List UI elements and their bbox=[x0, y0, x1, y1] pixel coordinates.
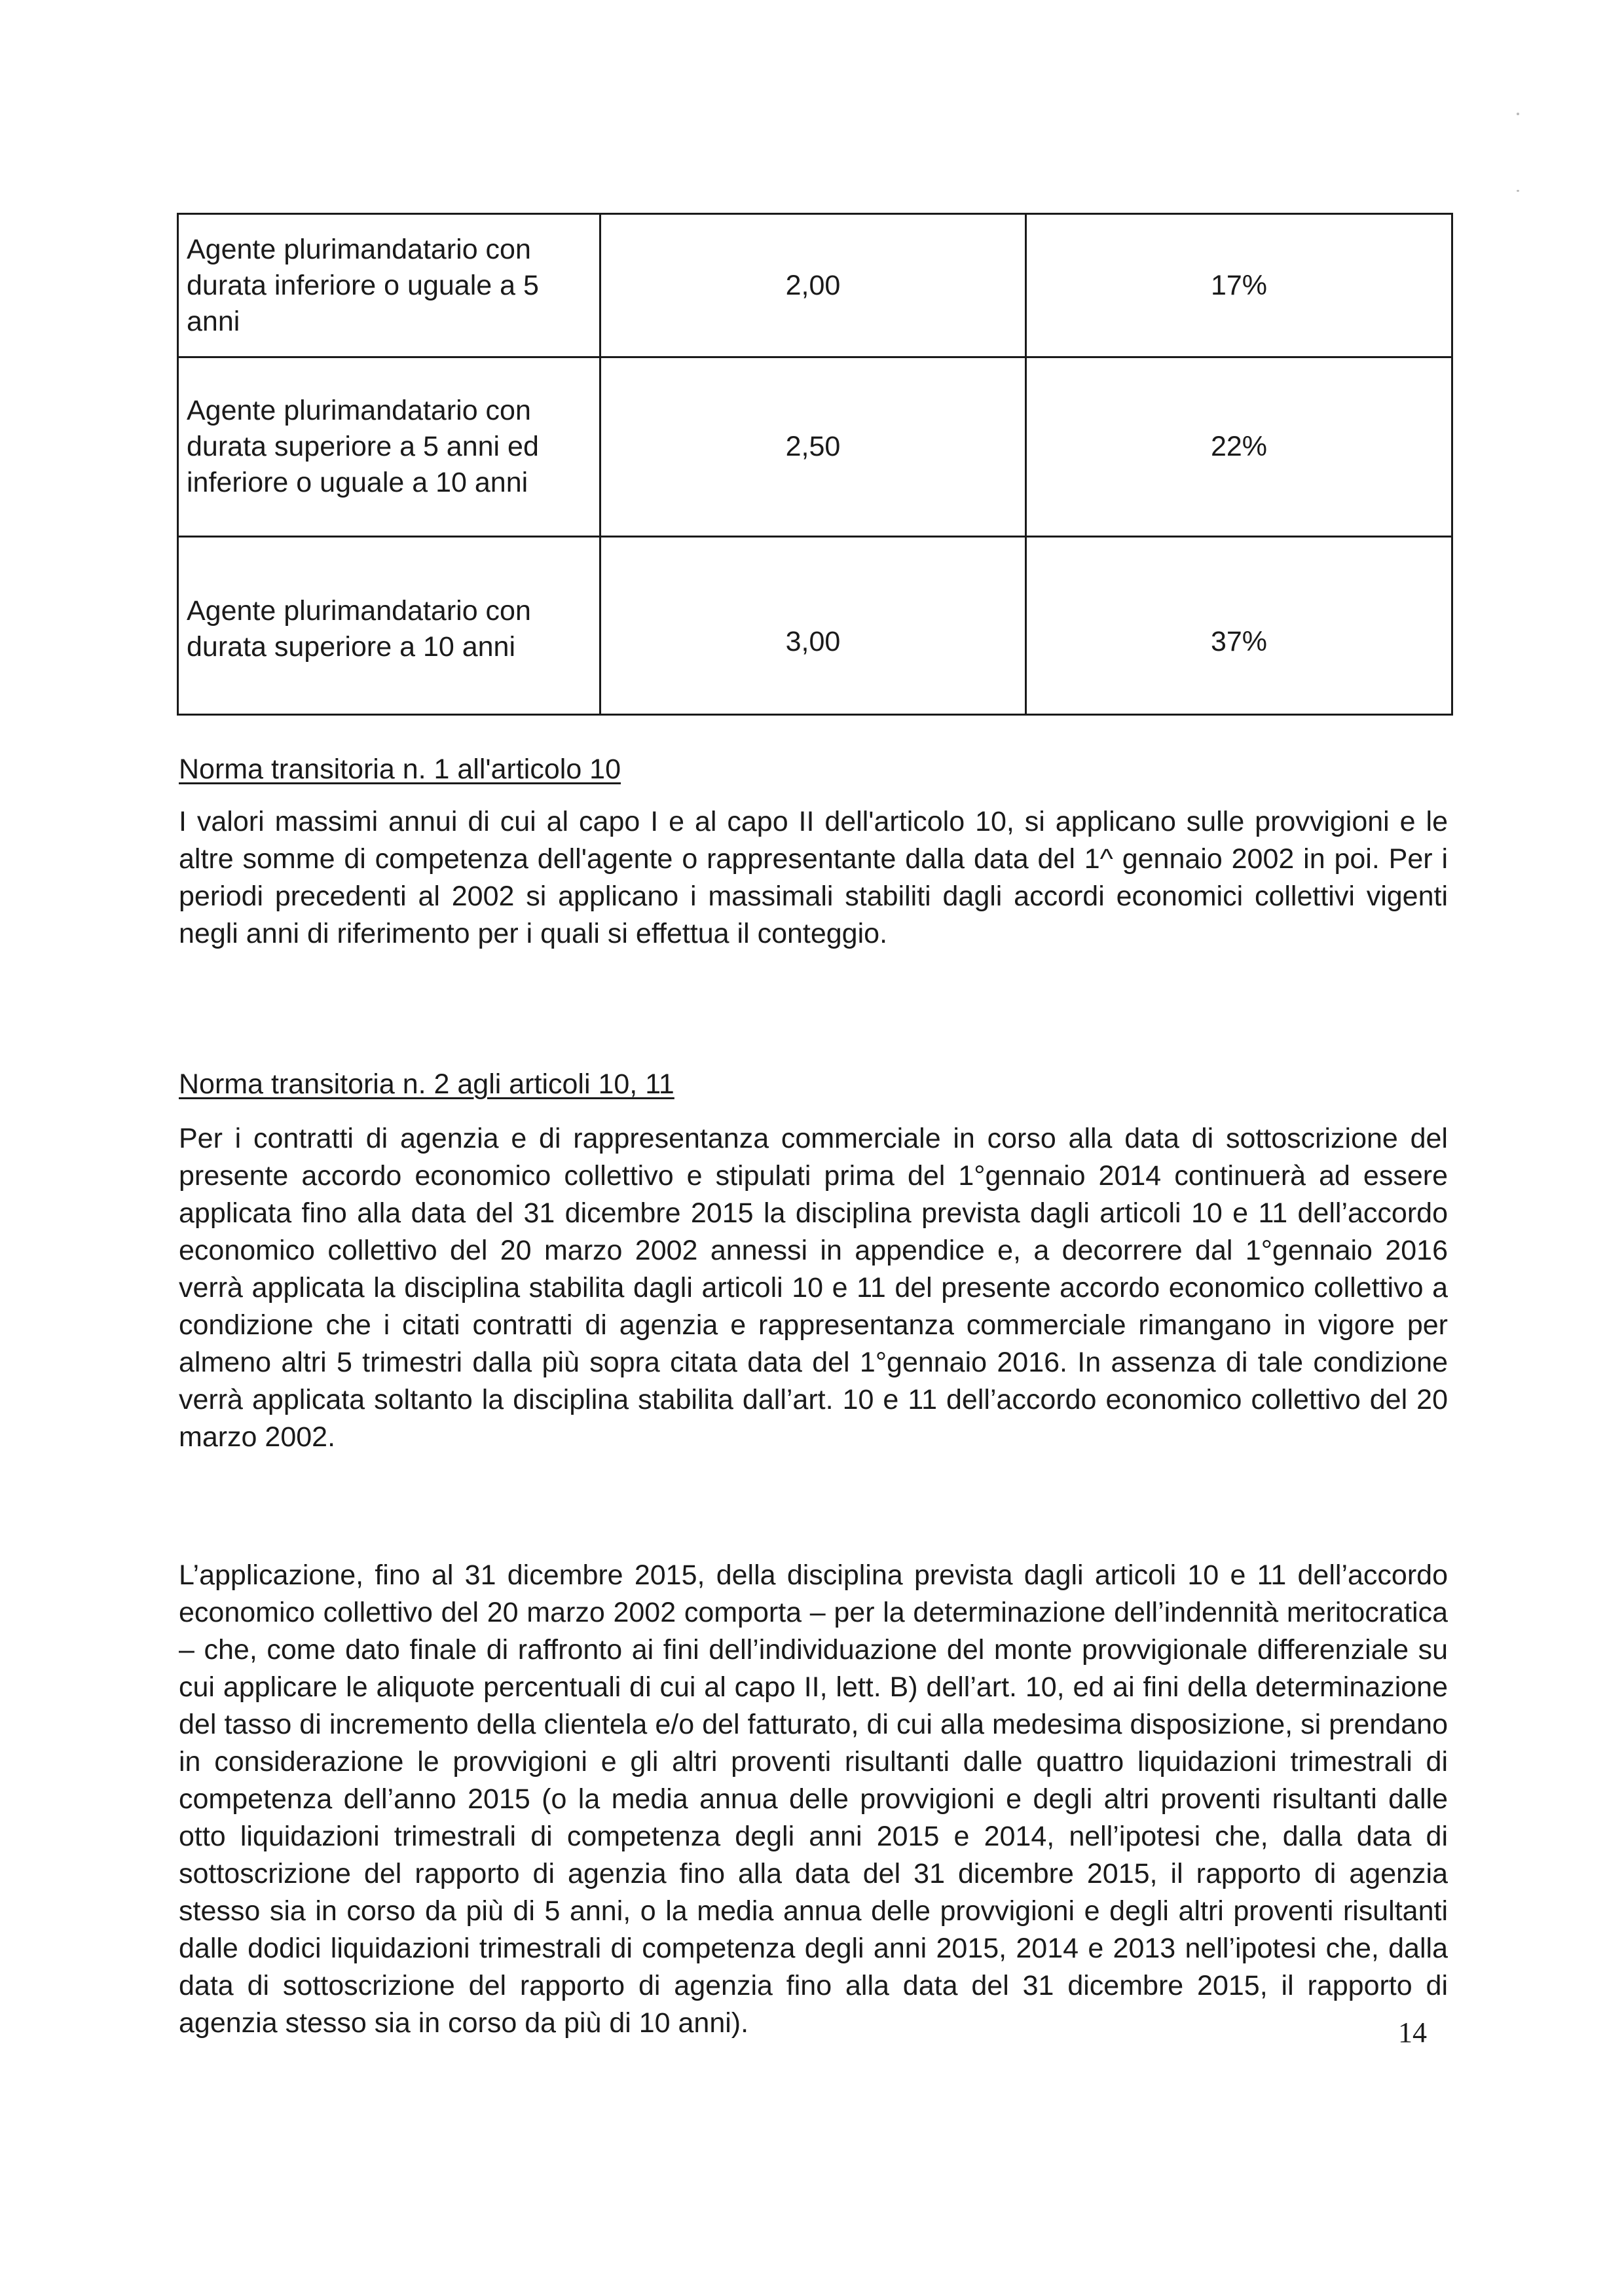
scan-speck bbox=[1517, 113, 1519, 115]
percent-cell: 22% bbox=[1026, 357, 1452, 537]
value-cell: 2,50 bbox=[600, 357, 1026, 537]
value-cell: 2,00 bbox=[600, 214, 1026, 357]
body-paragraph: I valori massimi annui di cui al capo I e al capo II dell'articolo 10, si applicano sulle provvigioni e le altre somme di competenza dell'agente o rappresentante dalla data del 1^ gennaio 2002 in poi. Per i periodi precedenti al 2002 si applicano i massimali stabiliti dagli accordi economici collettivi vigenti negli anni di riferimento per i quali si effettua il conteggio. bbox=[179, 806, 1448, 949]
percent-cell: 37% bbox=[1026, 537, 1452, 715]
value-cell: 3,00 bbox=[600, 537, 1026, 715]
body-paragraph: Per i contratti di agenzia e di rappresentanza commerciale in corso alla data di sottoscrizione del presente accordo economico collettivo e stipulati prima del 1°gennaio 2014 continuerà ad essere applicata fino alla data del 31 dicembre 2015 la disciplina prevista dagli articoli 10 e 11 dell’accordo economico collettivo del 20 marzo 2002 annessi in appendice e, a decorrere dal 1°gennaio 2016 verrà applicata la disciplina stabilita dagli articoli 10 e 11 del presente accordo economico collettivo a condizione che i citati contratti di agenzia e rappresentanza commerciale rimangano in vigore per almeno altri 5 trimestri dalla più sopra citata data del 1°gennaio 2016. In assenza di tale condizione verrà applicata soltanto la disciplina stabilita dall’art. 10 e 11 dell’accordo economico collettivo del 20 marzo 2002. bbox=[179, 1123, 1448, 1453]
agent-type-cell: Agente plurimandatario con durata superiore a 10 anni bbox=[178, 537, 600, 715]
agent-type-cell: Agente plurimandatario con durata inferiore o uguale a 5 anni bbox=[178, 214, 600, 357]
section-heading-transitional-rule-2: Norma transitoria n. 2 agli articoli 10, 11 bbox=[179, 1068, 674, 1100]
agent-type-cell: Agente plurimandatario con durata superiore a 5 anni ed inferiore o uguale a 10 anni bbox=[178, 357, 600, 537]
table-row bbox=[178, 214, 1452, 357]
table-row bbox=[178, 537, 1452, 715]
scan-speck bbox=[1517, 190, 1519, 192]
body-paragraph: L’applicazione, fino al 31 dicembre 2015, della disciplina prevista dagli articoli 10 e 11 dell’accordo economico collettivo del 20 marzo 2002 comporta – per la determinazione dell’indennità meritocratica – che, come dato finale di raffronto ai fini dell’individuazione del monte provvigionale differenziale su cui applicare le aliquote percentuali di cui al capo II, lett. B) dell’art. 10, ed ai fini della determinazione del tasso di incremento della clientela e/o del fatturato, di cui alla medesima disposizione, si prendano in considerazione le provvigioni e gli altri proventi risultanti dalle quattro liquidazioni trimestrali di competenza dell’anno 2015 (o la media annua delle provvigioni e degli altri proventi risultanti dalle otto liquidazioni trimestrali di competenza degli anni 2015 e 2014, nell’ipotesi che, dalla data di sottoscrizione del rapporto di agenzia fino alla data del 31 dicembre 2015, il rapporto di agenzia stesso sia in corso da più di 5 anni, o la media annua delle provvigioni e degli altri proventi risultanti dalle dodici liquidazioni trimestrali di competenza degli anni 2015, 2014 e 2013 nell’ipotesi che, dalla data di sottoscrizione del rapporto di agenzia fino alla data del 31 dicembre 2015, il rapporto di agenzia stesso sia in corso da più di 10 anni). bbox=[179, 1559, 1448, 2039]
table-row bbox=[178, 357, 1452, 537]
percent-cell: 17% bbox=[1026, 214, 1452, 357]
section-heading-transitional-rule-1: Norma transitoria n. 1 all'articolo 10 bbox=[179, 754, 621, 785]
page-number: 14 bbox=[1398, 2016, 1427, 2049]
commission-rate-table bbox=[177, 213, 1453, 716]
